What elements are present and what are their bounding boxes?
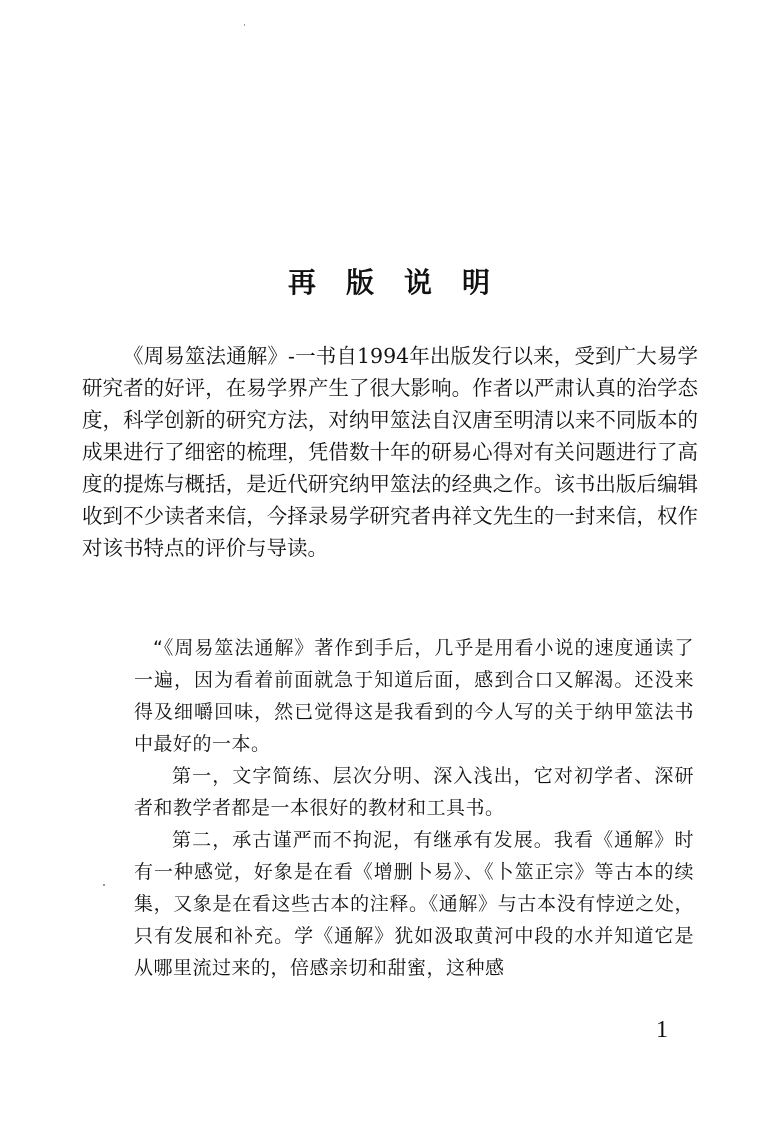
intro-paragraph: 《周易筮法通解》-一书自1994年出版发行以来，受到广大易学研究者的好评，在易学界产生了很大影响。作者以严肃认真的治学态度，科学创新的研究方法，对纳甲筮法自汉唐至明清以来不同版本的成果进行了细密的梳理，凭借数十年的研易心得对有关问题进行了高度的提炼与概括，是近代研究纳甲筮法的经典之作。该书出版后编辑收到不少读者来信，今择录易学研究者冉祥文先生的一封来信，权作对该书特点的评价与导读。 <box>82 344 698 560</box>
print-mark <box>244 24 245 26</box>
intro-section <box>82 340 698 564</box>
page-number: 1 <box>656 1017 668 1043</box>
margin-dot <box>103 884 105 886</box>
letter-paragraph-1: “《周易筮法通解》著作到手后，几乎是用看小说的速度通读了一遍，因为看着前面就急于知道后面，感到合口又解渴。还没来得及细嚼回味，然已觉得这是我看到的今人写的关于纳甲筮法书中最好的一本。 <box>134 637 694 755</box>
letter-paragraph-2: 第一，文字简练、层次分明、深入浅出，它对初学者、深研者和教学者都是一本很好的教材和工具书。 <box>134 765 694 819</box>
page-title: 再版说明 <box>287 265 520 299</box>
letter-paragraph-3: 第二，承古谨严而不拘泥，有继承有发展。我看《通解》时有一种感觉，好象是在看《增删卜易》、《卜筮正宗》等古本的续集，又象是在看这些古本的注释。《通解》与古本没有悖逆之处，只有发展和补充。学《通解》犹如汲取黄河中段的水并知道它是从哪里流过来的，倍感亲切和甜蜜，这种感 <box>134 829 694 979</box>
quoted-letter <box>134 632 694 984</box>
